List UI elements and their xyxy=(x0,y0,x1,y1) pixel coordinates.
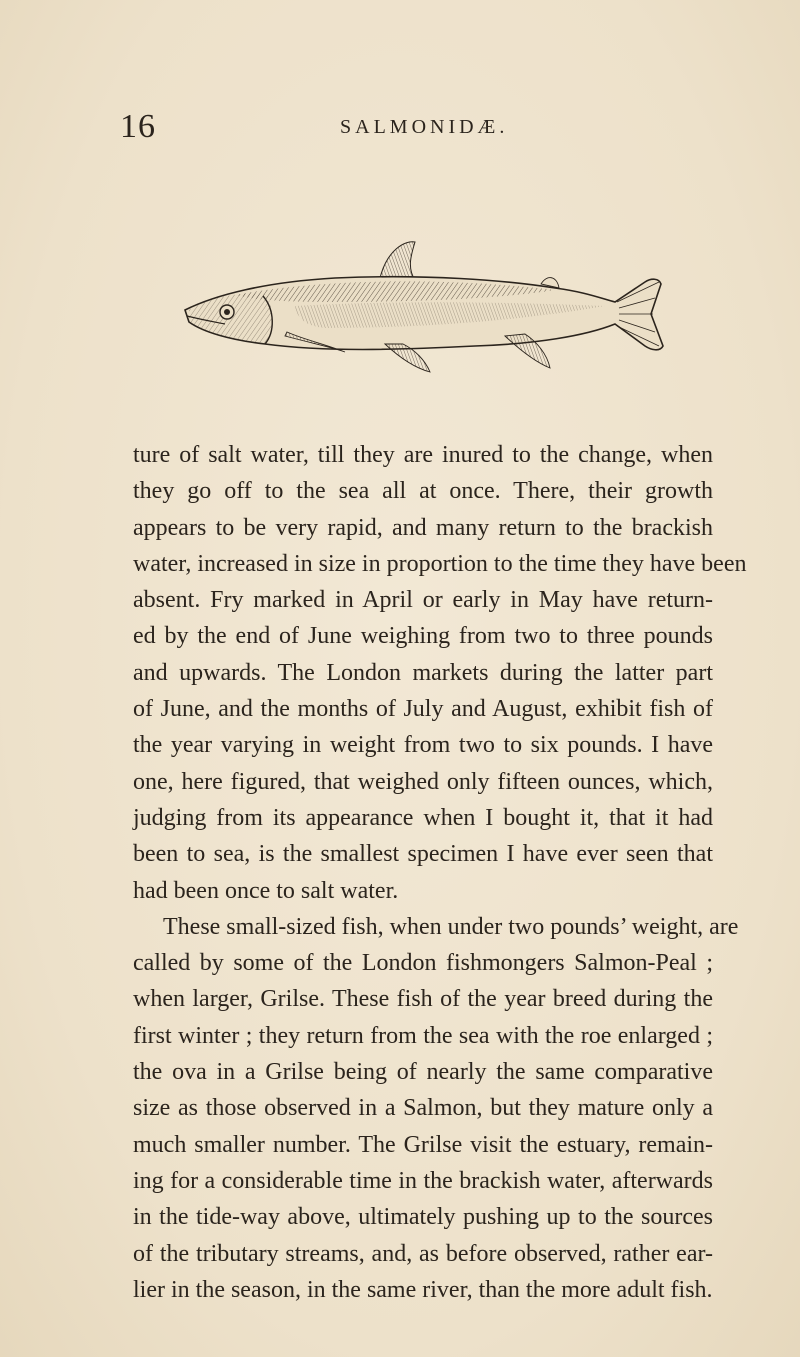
text-line: had been once to salt water. xyxy=(133,877,399,904)
text-line: been to sea, is the smallest specimen I have ever seen that xyxy=(133,841,713,868)
text-line: and upwards. The London markets during the latter part xyxy=(133,659,713,686)
page-number: 16 xyxy=(120,108,156,145)
fish-illustration xyxy=(175,240,665,390)
text-line: the ova in a Grilse being of nearly the same comparative xyxy=(133,1059,713,1086)
text-line: when larger, Grilse. These fish of the year breed during the xyxy=(133,986,713,1013)
text-line: they go off to the sea all at once. There, their growth xyxy=(133,478,713,505)
text-line: of June, and the months of July and August, exhibit fish of xyxy=(133,696,713,723)
text-line: ture of salt water, till they are inured to the change, when xyxy=(133,442,713,468)
text-line: the year varying in weight from two to six pounds. I have xyxy=(133,732,713,759)
text-line: called by some of the London fishmongers Salmon-Peal ; xyxy=(133,950,713,977)
text-line: appears to be very rapid, and many return to the brackish xyxy=(133,514,713,541)
text-line: first winter ; they return from the sea with the roe enlarged ; xyxy=(133,1022,713,1049)
text-line: one, here figured, that weighed only fifteen ounces, which, xyxy=(133,768,713,795)
text-line: in the tide-way above, ultimately pushing up to the sources xyxy=(133,1204,713,1231)
text-line: judging from its appearance when I bought it, that it had xyxy=(133,804,713,831)
text-line: of the tributary streams, and, as before observed, rather ear- xyxy=(133,1240,713,1267)
running-title: SALMONIDÆ. xyxy=(340,116,509,138)
text-line: water, increased in size in proportion to the time they have been xyxy=(133,550,747,577)
text-line: lier in the season, in the same river, than the more adult fish. xyxy=(133,1276,713,1303)
body-text xyxy=(133,437,747,1308)
text-line: These small-sized fish, when under two pounds’ weight, are xyxy=(163,913,739,940)
paragraph-1 xyxy=(133,437,747,909)
text-line: size as those observed in a Salmon, but they mature only a xyxy=(133,1095,713,1122)
text-line: ing for a considerable time in the brackish water, afterwards xyxy=(133,1167,713,1194)
text-line: absent. Fry marked in April or early in May have return- xyxy=(133,587,713,614)
paragraph-2 xyxy=(133,909,739,1308)
text-line: much smaller number. The Grilse visit the estuary, remain- xyxy=(133,1131,713,1158)
text-line: ed by the end of June weighing from two to three pounds xyxy=(133,623,713,650)
